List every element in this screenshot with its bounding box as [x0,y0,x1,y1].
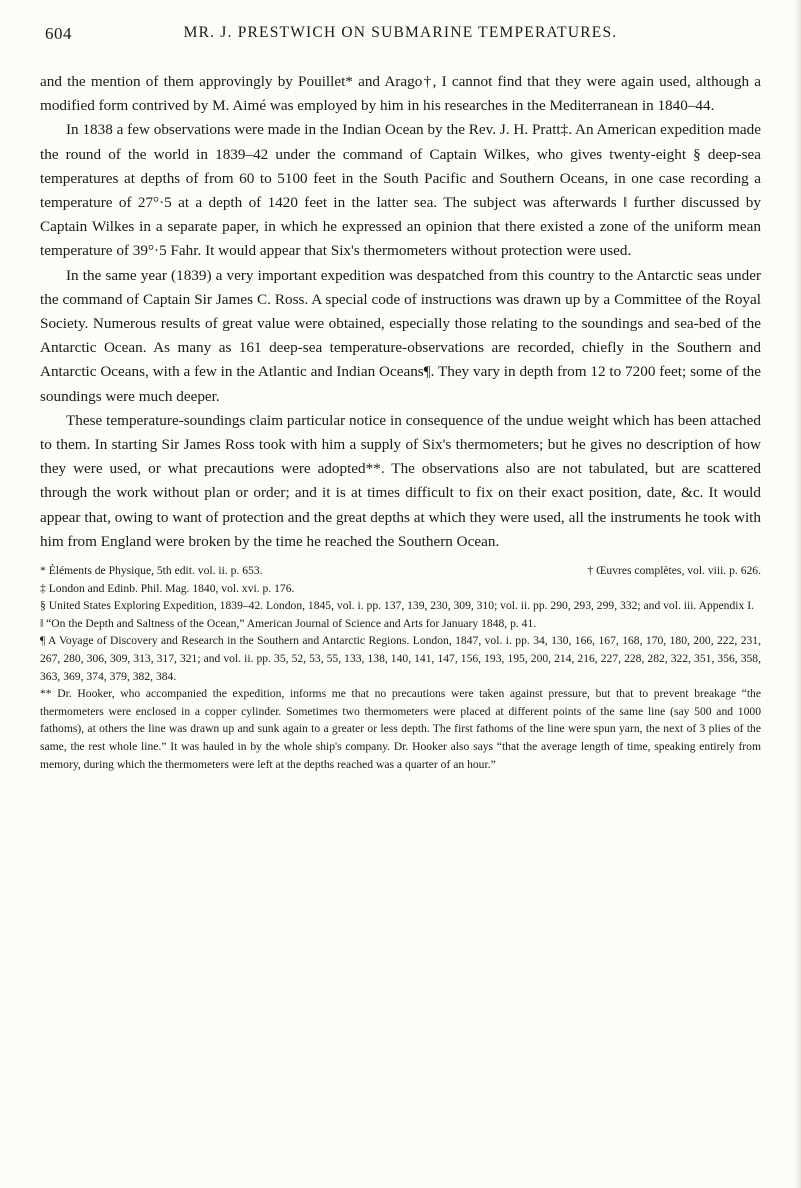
footnotes [40,562,761,773]
footnote-hooker: ** Dr. Hooker, who accompanied the expedition, informs me that no precautions were taken against pressure, but that to prevent breakage “the thermometers were enclosed in a copper cylinder. Sometimes two thermometers were placed at different points of the same line (say 500 and 1000 fathoms), at others the line was drawn up and sunk again to a greater or less depth. The first fathoms of the line were spun yarn, the next of 3 plies of the same, the rest whole line.” It was hauled in by the whole ship's company. Dr. Hooker also says “that the average length of time, speaking entirely from memory, during which the thermometers were left at the depths reached was a quarter of an hour.” [40,687,761,771]
running-head: MR. J. PRESTWICH ON SUBMARINE TEMPERATURES. [183,24,618,41]
page-edge-shadow [795,0,801,1188]
footnote-arago: † Œuvres complètes, vol. viii. p. 626. [587,564,761,578]
footnote-ross-voyage: ¶ A Voyage of Discovery and Research in the Southern and Antarctic Regions. London, 1847, vol. i. pp. 34, 130, 166, 167, 168, 170, 180, 200, 222, 231, 267, 280, 306, 309, 313, 317, 321; and vol. ii. pp. 35, 52, 53, 55, 133, 138, 140, 141, 147, 156, 193, 195, 200, 214, 216, 227, 228, 282, 322, 351, 356, 358, 363, 369, 374, 379, 382, 384. [40,634,761,683]
footnote-wilkes-expedition: § United States Exploring Expedition, 1839–42. London, 1845, vol. i. pp. 137, 139, 230, 309, 310; vol. ii. pp. 290, 293, 299, 332; and vol. iii. Appendix I. [40,599,754,613]
footnote-pratt: ‡ London and Edinb. Phil. Mag. 1840, vol. xvi. p. 176. [40,581,295,595]
page-number: 604 [45,24,72,43]
page-header [40,18,761,54]
body-text [40,70,761,554]
footnote-row-1 [40,562,761,580]
paragraph-2: In 1838 a few observations were made in the Indian Ocean by the Rev. J. H. Pratt‡. An American expedition made the round of the world in 1839–42 under the command of Captain Wilkes, who gives twenty-eight § deep-sea temperatures at depths of from 60 to 5100 feet in the South Pacific and Southern Oceans, in one case recording a temperature of 27°·5 at a depth of 1420 feet in the latter sea. The subject was afterwards ‖ further discussed by Captain Wilkes in a separate paper, in which he expressed an opinion that there existed a zone of the uniform mean temperature of 39°·5 Fahr. It would appear that Six's thermometers without protection were used. [40,121,761,260]
paragraph-1: and the mention of them approvingly by Pouillet* and Arago†, I cannot find that they were again used, although a modified form contrived by M. Aimé was employed by him in his researches in the Mediterranean in 1840–44. [40,73,761,115]
footnote-pouillet: * Éléments de Physique, 5th edit. vol. ii. p. 653. [40,564,263,578]
paragraph-3: In the same year (1839) a very important expedition was despatched from this country to the Antarctic seas under the command of Captain Sir James C. Ross. A special code of instructions was drawn up by a Committee of the Royal Society. Numerous results of great value were obtained, especially those relating to the soundings and sea-bed of the Antarctic Ocean. As many as 161 deep-sea temperature-observations are recorded, chiefly in the Southern and Antarctic Oceans, with a few in the Atlantic and Indian Oceans¶. They vary in depth from 12 to 7200 feet; some of the soundings were much deeper. [40,266,761,405]
paragraph-4: These temperature-soundings claim particular notice in consequence of the undue weight which has been attached to them. In starting Sir James Ross took with him a supply of Six's thermometers; but he gives no description of how they were used, or what precautions were adopted**. The observations also are not tabulated, but are scattered through the work without plan or order; and it is at times difficult to fix on their exact position, date, &c. It would appear that, owing to want of protection and the great depths at which they were used, all the instruments he took with him from England were broken by the time he reached the Southern Ocean. [40,411,761,550]
footnote-wilkes-paper: ‖ “On the Depth and Saltness of the Ocean,” American Journal of Science and Arts for January 1848, p. 41. [40,616,537,630]
